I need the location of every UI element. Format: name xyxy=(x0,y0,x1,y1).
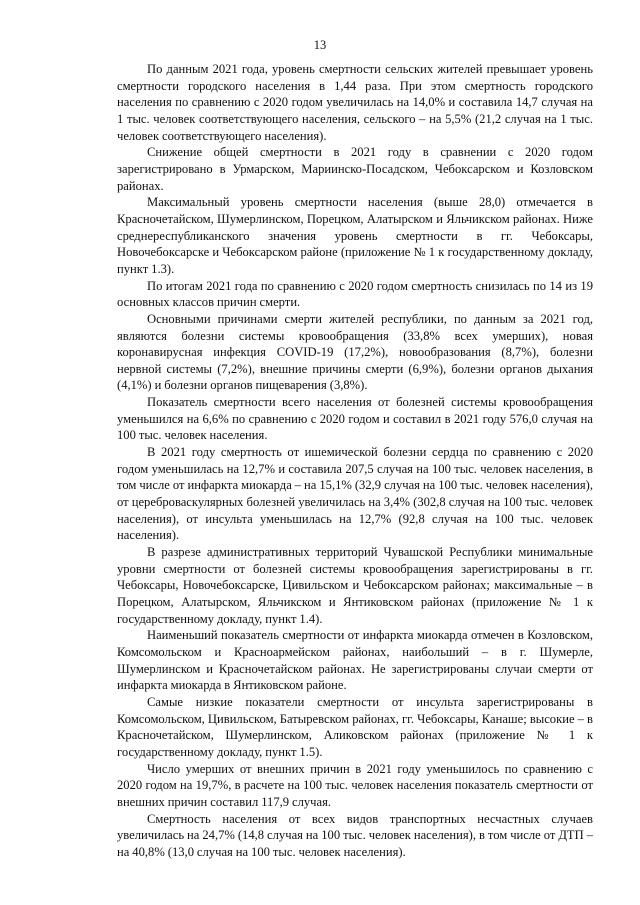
paragraph-transport-accidents: Смертность населения от всех видов транспортных несчастных случаев увеличилась на 24,7% (14,8 случая на 100 тыс. человек населения), в том числе от ДТП – на 40,8% (13,0 случая на 100 тыс. человек населения). xyxy=(117,811,593,859)
paragraph-circulatory-mortality: Показатель смертности всего населения от болезней системы кровообращения уменьшился на 6,6% по сравнению с 2020 годом и составил в 2021 году 576,0 случая на 100 тыс. человек населения. xyxy=(117,395,593,443)
paragraph-ischemic-heart-disease: В 2021 году смертность от ишемической болезни сердца по сравнению с 2020 годом уменьшилась на 12,7% и составила 207,5 случая на 100 тыс. человек населения, в том числе от инфаркта миокарда – на 15,1% (32,9 случая на 100 тыс. человек населения), от цереброваскулярных болезней увеличилась на 3,4% (302,8 случая на 100 тыс. человек населения), от инсульта уменьшилась на 12,7% (92,8 случая на 100 тыс. человек населения). xyxy=(117,445,593,543)
paragraph-maximum-mortality: Максимальный уровень смертности населения (выше 28,0) отмечается в Красночетайском, Шумерлинском, Порецком, Алатырском и Яльчикском районах. Ниже среднереспубликанского значения уровень смертности в гг. Чебоксары, Новочебоксарске и Чебоксарском районе (приложение № 1 к государственному докладу, пункт 1.3). xyxy=(117,195,593,276)
paragraph-territorial-circulatory: В разрезе административных территорий Чувашской Республики минимальные уровни смертности от болезней системы кровообращения зарегистрированы в гг. Чебоксары, Новочебоксарске, Цивильском и Чебоксарском районах; максимальные – в Порецком, Алатырском, Яльчикском и Янтиковском районах (приложение № 1 к государственному докладу, пункт 1.4). xyxy=(117,545,593,626)
paragraph-myocardial-infarction: Наименьший показатель смертности от инфаркта миокарда отмечен в Козловском, Комсомольском и Красноармейском районах, наибольший – в г. Шумерле, Шумерлинском и Красночетайском районах. Не зарегистрированы случаи смерти от инфаркта миокарда в Янтиковском районе. xyxy=(117,628,593,693)
paragraph-causes-decrease: По итогам 2021 года по сравнению с 2020 годом смертность снизилась по 14 из 19 основных классов причин смерти. xyxy=(117,278,593,310)
paragraph-mortality-decrease-districts: Снижение общей смертности в 2021 году в сравнении с 2020 годом зарегистрировано в Урмарском, Мариинско-Посадском, Чебоксарском и Козловском районах. xyxy=(117,145,593,193)
paragraph-rural-urban-mortality: По данным 2021 года, уровень смертности сельских жителей превышает уровень смертности городского населения в 1,44 раза. При этом смертность городского населения по сравнению с 2020 годом увеличилась на 14,0% и составила 14,7 случая на 1 тыс. человек соответствующего населения, сельского – на 5,5% (21,2 случая на 1 тыс. человек соответствующего населения). xyxy=(117,62,593,143)
paragraph-stroke-mortality: Самые низкие показатели смертности от инсульта зарегистрированы в Комсомольском, Цивильском, Батыревском районах, гг. Чебоксары, Канаше; высокие – в Красночетайском, Шумерлинском, Аликовском районах (приложение № 1 к государственному докладу, пункт 1.5). xyxy=(117,694,593,759)
paragraph-external-causes: Число умерших от внешних причин в 2021 году уменьшилось по сравнению с 2020 годом на 19,7%, в расчете на 100 тыс. человек населения показатель смертности от внешних причин составил 117,9 случая. xyxy=(117,761,593,809)
page-number: 13 xyxy=(313,38,327,52)
document-body xyxy=(117,61,593,861)
paragraph-main-causes: Основными причинами смерти жителей республики, по данным за 2021 год, являются болезни системы кровообращения (33,8% всех умерших), новая коронавирусная инфекция COVID-19 (17,2%), новообразования (8,7%), болезни нервной системы (7,2%), внешние причины смерти (6,9%), болезни органов дыхания (4,1%) и болезни органов пищеварения (3,8%). xyxy=(117,311,593,393)
